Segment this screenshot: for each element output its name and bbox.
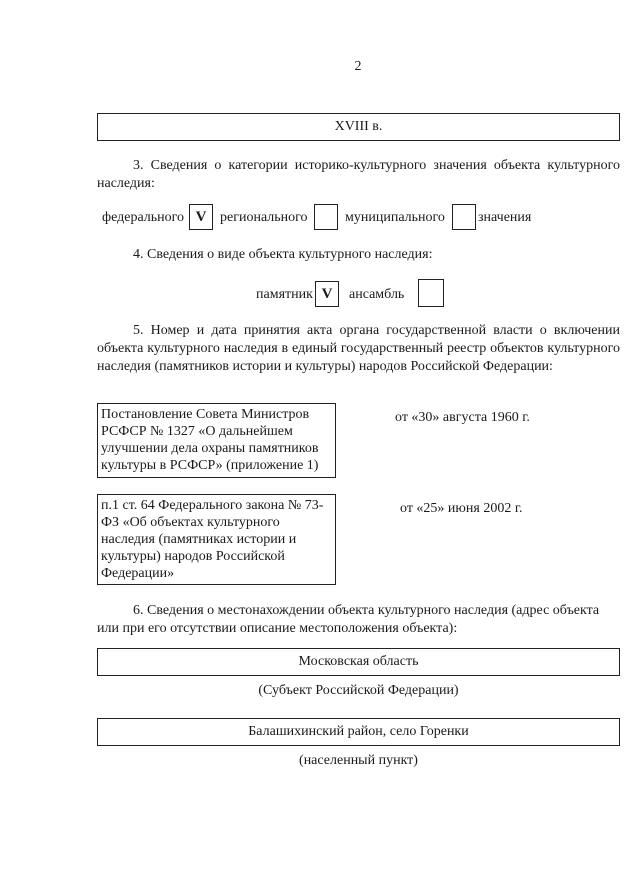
act-1-text: Постановление Совета Министров РСФСР № 1327 «О дальнейшем улучшении дела охраны памятников культуры в РСФСР» (приложение 1) <box>101 407 319 473</box>
locality-caption: (населенный пункт) <box>299 753 418 768</box>
category-label-municipal: муниципального <box>345 210 445 225</box>
section4-heading: 4. Сведения о виде объекта культурного наследия: <box>133 247 433 262</box>
act-1-date: от «30» августа 1960 г. <box>395 410 530 425</box>
category-label-federal: федерального <box>102 210 185 225</box>
section5-heading: 5. Номер и дата принятия акта органа государственной власти о включении объекта культурного наследия в единый государственный реестр объектов культурного наследия (памятников истории и культуры) народов Российской Федерации: <box>97 323 620 374</box>
checkbox-federal[interactable]: V <box>189 204 213 230</box>
checkbox-municipal[interactable] <box>452 204 476 230</box>
act-2-box <box>97 494 336 585</box>
type-label-ensemble: ансамбль <box>349 287 405 302</box>
region-field <box>97 648 620 676</box>
act-2-date: от «25» июня 2002 г. <box>400 501 523 516</box>
page-number: 2 <box>354 59 362 74</box>
category-label-regional: регионального <box>220 210 308 225</box>
type-label-monument: памятник <box>256 287 313 302</box>
checkbox-regional[interactable] <box>314 204 338 230</box>
region-value: Московская область <box>298 654 419 669</box>
checkbox-ensemble[interactable] <box>418 279 444 307</box>
checkbox-monument[interactable]: V <box>315 281 339 307</box>
locality-field <box>97 718 620 746</box>
act-2-text: п.1 ст. 64 Федерального закона № 73-ФЗ «Об объектах культурного наследия (памятниках истории и культуры) народов Российской Федерации» <box>101 498 324 581</box>
act-1-box <box>97 403 336 478</box>
locality-value: Балашихинский район, село Горенки <box>248 724 469 739</box>
section6-heading: 6. Сведения о местонахождении объекта культурного наследия (адрес объекта или при его отсутствии описание местоположения объекта): <box>97 603 600 636</box>
century-field <box>97 113 620 141</box>
century-value: XVIII в. <box>334 119 383 134</box>
section3-heading: 3. Сведения о категории историко-культурного значения объекта культурного наследия: <box>97 158 620 191</box>
category-suffix: значения <box>478 210 532 225</box>
region-caption: (Субъект Российской Федерации) <box>258 683 459 698</box>
